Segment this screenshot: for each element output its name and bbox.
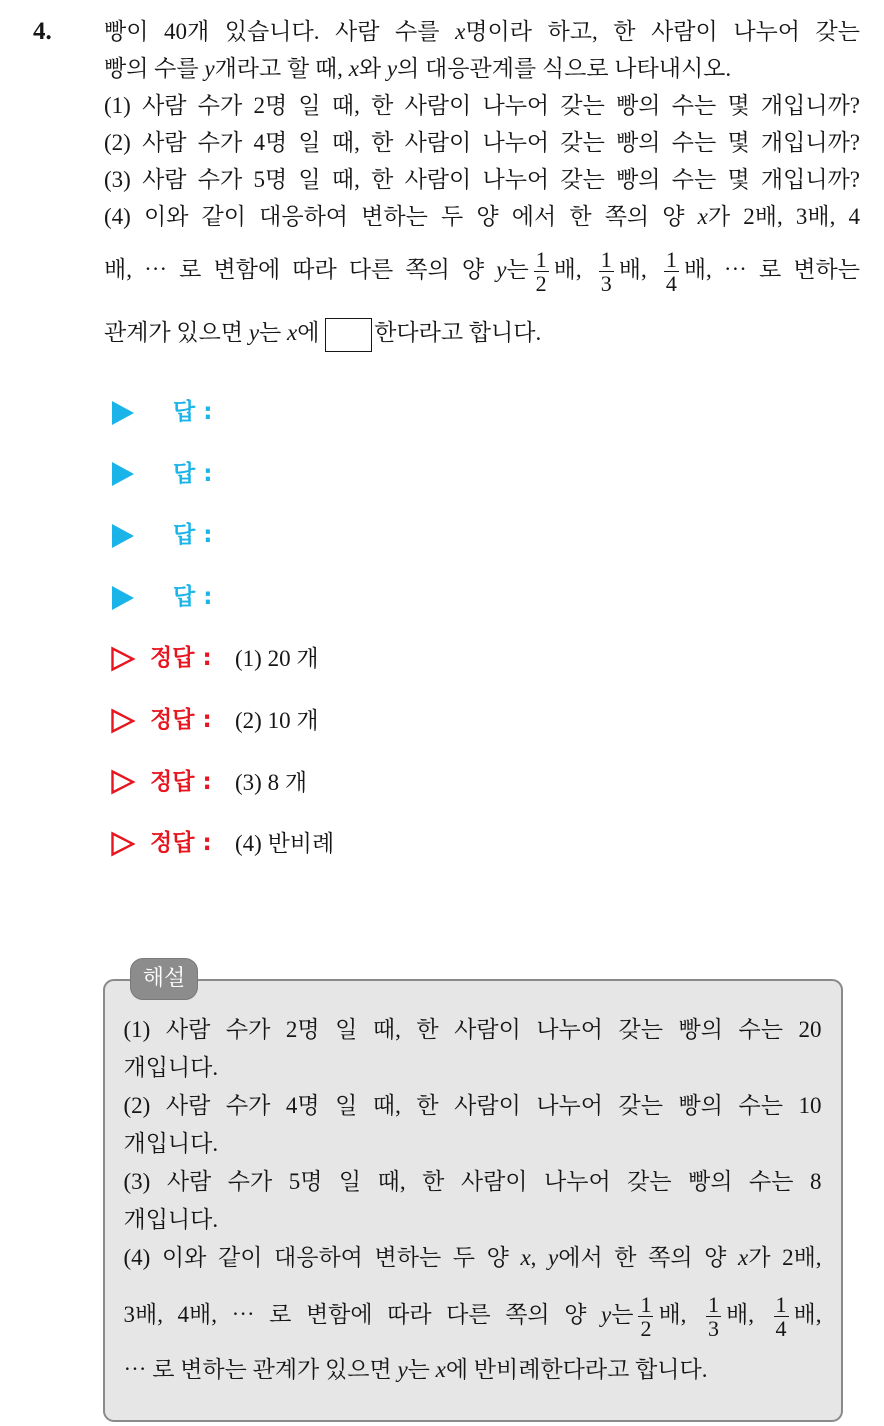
sub-question-2 [104,124,860,161]
text-run: (2) 사람 수가 4명 일 때, 한 사람이 나누어 갖는 빵의 수는 몇 개입니까? [104,130,860,155]
math-variable: y [496,257,507,282]
filled-triangle-icon [110,461,136,487]
correct-answer-value: (4) 반비례 [235,831,335,857]
math-variable: x [697,204,708,229]
explanation-box [103,979,843,1422]
problem-number: 4. [33,18,52,45]
sub-question-3 [104,161,860,198]
answer-prompt-row [0,567,884,629]
text-run: 빵의 수를 [104,56,205,81]
explanation-line [124,1353,822,1387]
answer-section [0,382,884,875]
text-run: 개입니다. [123,1054,219,1080]
explanation-line [124,1201,822,1239]
math-variable: y [248,320,260,345]
fraction-denominator: 4 [665,271,677,297]
filled-triangle-icon [110,585,136,611]
text-run: 는 [259,320,287,345]
text-run: 개입니다. [123,1206,219,1232]
outline-triangle-icon [110,646,136,672]
text-run: ⋯ 로 변하는 관계가 있으면 [123,1356,398,1382]
text-run: (4) 이와 같이 대응하여 변하는 두 양 에서 한 쪽의 양 [104,204,698,229]
fraction-denominator: 2 [640,1315,652,1341]
text-run: 한다라고 합니다. [374,320,542,345]
text-run: 개입니다. [123,1130,219,1156]
math-variable: y [397,1356,408,1382]
math-variable: x [520,1244,531,1270]
correct-answer-value: (3) 8 개 [235,769,308,795]
explanation-line [124,1277,822,1353]
correct-answer-value: (2) 10 개 [235,707,319,733]
math-variable: x [738,1244,749,1270]
math-variable: x [455,19,466,44]
text-run: (4) 이와 같이 대응하여 변하는 두 양 [123,1244,521,1270]
answer-prompt-label: 답 : [173,583,213,610]
fraction-denominator: 4 [775,1315,787,1341]
text-run: 관계가 있으면 [104,320,249,345]
text-run: 개라고 할 때, [214,56,349,81]
explanation-line [124,1049,822,1087]
fraction [774,1293,789,1340]
text-run: 배, [618,257,659,282]
math-variable: x [435,1356,446,1382]
sub-question-4-line [104,305,860,361]
text-run: 의 대응관계를 식으로 나타내시오. [397,56,732,81]
correct-answer-label: 정답 : [150,706,212,733]
explanation-tab: 해설 [130,958,198,1000]
correct-answer-label: 정답 : [150,645,212,672]
fraction [599,248,614,295]
fraction-numerator: 1 [535,247,547,273]
outline-triangle-icon [110,831,136,857]
problem-stem-line [104,13,860,50]
outline-triangle-icon [110,708,136,734]
answer-prompt-row [0,444,884,506]
outline-triangle-icon [110,769,136,795]
text-run: 는 [506,257,529,282]
answer-prompt-label: 답 : [173,399,213,425]
text-run: 가 2배, 3배, 4 [707,204,860,229]
fraction-denominator: 2 [535,271,547,297]
explanation-line [124,1239,822,1277]
math-variable: x [348,56,359,81]
explanation-text [124,1011,822,1387]
math-variable: y [386,56,398,81]
sub-question-1 [104,87,860,124]
fraction-numerator: 1 [600,247,612,273]
text-run: 는 [611,1301,634,1327]
problem-stem-line [104,50,860,87]
math-variable: y [548,1244,559,1270]
fraction [664,248,679,295]
explanation-line [124,1011,822,1049]
text-run: 배, ⋯ 로 변하는 [683,257,860,282]
answer-blank-box [325,318,372,352]
explanation-line [124,1163,822,1201]
math-variable: x [287,320,298,345]
text-run: 배, ⋯ 로 변함에 따라 다른 쪽의 양 [104,257,497,282]
fraction-denominator: 3 [707,1315,719,1341]
text-run: (1) 사람 수가 2명 일 때, 한 사람이 나누어 갖는 빵의 수는 몇 개입니까? [104,93,860,118]
text-run: 명이라 하고, 한 사람이 나누어 갖는 [465,19,860,44]
correct-answer-label: 정답 : [150,768,212,795]
sub-question-4-line [104,235,860,305]
correct-answer-value: (1) 20 개 [235,646,319,672]
correct-answer-row [0,628,884,690]
math-variable: y [204,56,215,81]
text-run: 에서 한 쪽의 양 [558,1244,739,1270]
fraction-numerator: 1 [640,1291,652,1317]
text-run: (3) 사람 수가 5명 일 때, 한 사람이 나누어 갖는 빵의 수는 몇 개입니까? [104,167,860,192]
answer-prompt-label: 답 : [173,460,213,487]
problem-text [104,13,860,361]
correct-answer-row [0,813,884,875]
math-variable: y [601,1301,612,1327]
text-run: 빵이 40개 있습니다. 사람 수를 [104,19,456,44]
text-run: 가 2배, [748,1244,822,1270]
filled-triangle-icon [110,400,136,426]
fraction-denominator: 3 [600,271,612,297]
text-run: 배, [793,1301,822,1327]
sub-question-4-line [104,198,860,235]
explanation-line [124,1125,822,1163]
fraction [638,1293,653,1340]
fraction [706,1293,721,1340]
text-run: (2) 사람 수가 4명 일 때, 한 사람이 나누어 갖는 빵의 수는 10 [123,1092,822,1118]
correct-answer-row [0,690,884,752]
fraction-numerator: 1 [775,1291,787,1317]
text-run: (1) 사람 수가 2명 일 때, 한 사람이 나누어 갖는 빵의 수는 20 [123,1016,822,1042]
correct-answer-row [0,752,884,814]
filled-triangle-icon [110,523,136,549]
text-run: 3배, 4배, ⋯ 로 변함에 따라 다른 쪽의 양 [123,1301,601,1327]
answer-prompt-label: 답 : [173,522,213,549]
correct-answer-label: 정답 : [150,830,212,857]
fraction [534,248,549,295]
answer-prompt-row [0,505,884,567]
fraction-numerator: 1 [665,247,677,273]
explanation-line [124,1087,822,1125]
answer-prompt-row [0,382,884,444]
text-run: (3) 사람 수가 5명 일 때, 한 사람이 나누어 갖는 빵의 수는 8 [123,1168,822,1194]
fraction-numerator: 1 [707,1291,719,1317]
text-run: 배, [725,1301,769,1327]
text-run: 는 [407,1356,436,1382]
text-run: 배, [658,1301,701,1327]
text-run: 와 [358,56,387,81]
text-run: , [530,1244,549,1270]
text-run: 에 [297,320,326,345]
text-run: 에 반비례한다라고 합니다. [445,1356,708,1382]
text-run: 배, [553,257,594,282]
